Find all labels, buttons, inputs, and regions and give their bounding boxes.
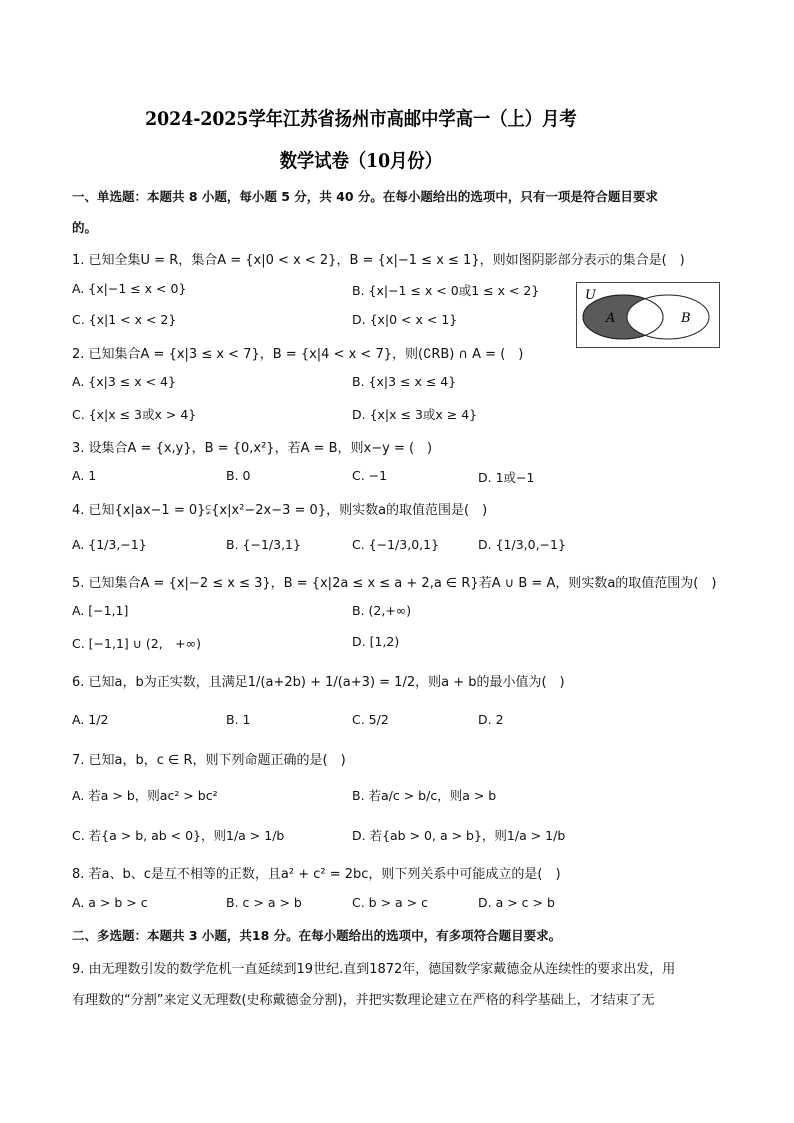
q5-option-c: C. [−1,1] ∪ (2, +∞) (72, 636, 201, 651)
q8-option-a: A. a > b > c (72, 895, 148, 910)
venn-label-u: U (585, 288, 596, 303)
section1-heading-cont: 的。 (72, 220, 98, 235)
question-7-stem: 7. 已知a，b，c ∈ R，则下列命题正确的是( ) (72, 753, 346, 768)
q5-option-b: B. (2,+∞) (352, 603, 412, 618)
venn-label-a: A (606, 311, 616, 326)
q8-option-c: C. b > a > c (352, 895, 428, 910)
q7-option-a: A. 若a > b，则ac² > bc² (72, 788, 218, 803)
q8-option-d: D. a > c > b (478, 895, 555, 910)
q6-option-b: B. 1 (226, 712, 251, 727)
title-line-1: 2024-2025学年江苏省扬州市高邮中学高一（上）月考 (145, 108, 577, 130)
q3-option-b: B. 0 (226, 468, 251, 483)
q2-option-c: C. {x|x ≤ 3或x > 4} (72, 407, 197, 422)
q1-option-c: C. {x|1 < x < 2} (72, 312, 177, 327)
question-9-line-2: 有理数的“分割”来定义无理数(史称戴德金分割)，并把实数理论建立在严格的科学基础上，才结束了无 (72, 993, 655, 1008)
venn-label-b: B (681, 311, 691, 326)
q2-option-b: B. {x|3 ≤ x ≤ 4} (352, 374, 457, 389)
question-1-stem: 1. 已知全集U = R，集合A = {x|0 < x < 2}，B = {x|−1 ≤ x ≤ 1}，则如图阴影部分表示的集合是( ) (72, 253, 685, 268)
q4-option-b: B. {−1/3,1} (226, 537, 301, 552)
q6-option-d: D. 2 (478, 712, 504, 727)
question-8-stem: 8. 若a、b、c是互不相等的正数，且a² + c² = 2bc，则下列关系中可能成立的是( ) (72, 867, 561, 882)
q2-option-a: A. {x|3 ≤ x < 4} (72, 374, 176, 389)
q6-option-a: A. 1/2 (72, 712, 109, 727)
title-line-2: 数学试卷（10月份） (279, 150, 442, 172)
q1-option-d: D. {x|0 < x < 1} (352, 312, 458, 327)
q5-option-a: A. [−1,1] (72, 603, 129, 618)
q4-option-d: D. {1/3,0,−1} (478, 537, 566, 552)
q5-option-d: D. [1,2) (352, 634, 400, 649)
question-9-line-1: 9. 由无理数引发的数学危机一直延续到19世纪.直到1872年，德国数学家戴德金从连续性的要求出发，用 (72, 962, 676, 977)
section1-heading: 一、单选题：本题共 8 小题，每小题 5 分，共 40 分。在每小题给出的选项中，只有一项是符合题目要求 (72, 189, 658, 204)
q8-option-b: B. c > a > b (226, 895, 302, 910)
q3-option-a: A. 1 (72, 468, 97, 483)
q7-option-b: B. 若a/c > b/c，则a > b (352, 788, 497, 803)
question-4-stem: 4. 已知{x|ax−1 = 0}⫋{x|x²−2x−3 = 0}，则实数a的取值范围是( ) (72, 503, 488, 518)
q3-option-d: D. 1或−1 (478, 470, 535, 485)
q7-option-c: C. 若{a > b, ab < 0}，则1/a > 1/b (72, 828, 285, 843)
venn-diagram (576, 282, 720, 348)
q2-option-d: D. {x|x ≤ 3或x ≥ 4} (352, 407, 478, 422)
question-5-stem: 5. 已知集合A = {x|−2 ≤ x ≤ 3}，B = {x|2a ≤ x ≤ a + 2,a ∈ R}若A ∪ B = A，则实数a的取值范围为( ) (72, 576, 717, 591)
q6-option-c: C. 5/2 (352, 712, 389, 727)
section2-heading: 二、多选题：本题共 3 小题，共18 分。在每小题给出的选项中，有多项符合题目要求。 (72, 928, 562, 943)
q7-option-d: D. 若{ab > 0, a > b}，则1/a > 1/b (352, 828, 566, 843)
q3-option-c: C. −1 (352, 468, 388, 483)
question-3-stem: 3. 设集合A = {x,y}，B = {0,x²}，若A = B，则x−y = ( ) (72, 441, 433, 456)
q1-option-a: A. {x|−1 ≤ x < 0} (72, 281, 187, 296)
q4-option-c: C. {−1/3,0,1} (352, 537, 440, 552)
q4-option-a: A. {1/3,−1} (72, 537, 147, 552)
question-2-stem: 2. 已知集合A = {x|3 ≤ x < 7}，B = {x|4 < x < 7}，则(∁RB) ∩ A = ( ) (72, 347, 524, 362)
q1-option-b: B. {x|−1 ≤ x < 0或1 ≤ x < 2} (352, 283, 540, 298)
question-6-stem: 6. 已知a，b为正实数，且满足1/(a+2b) + 1/(a+3) = 1/2，则a + b的最小值为( ) (72, 675, 565, 690)
